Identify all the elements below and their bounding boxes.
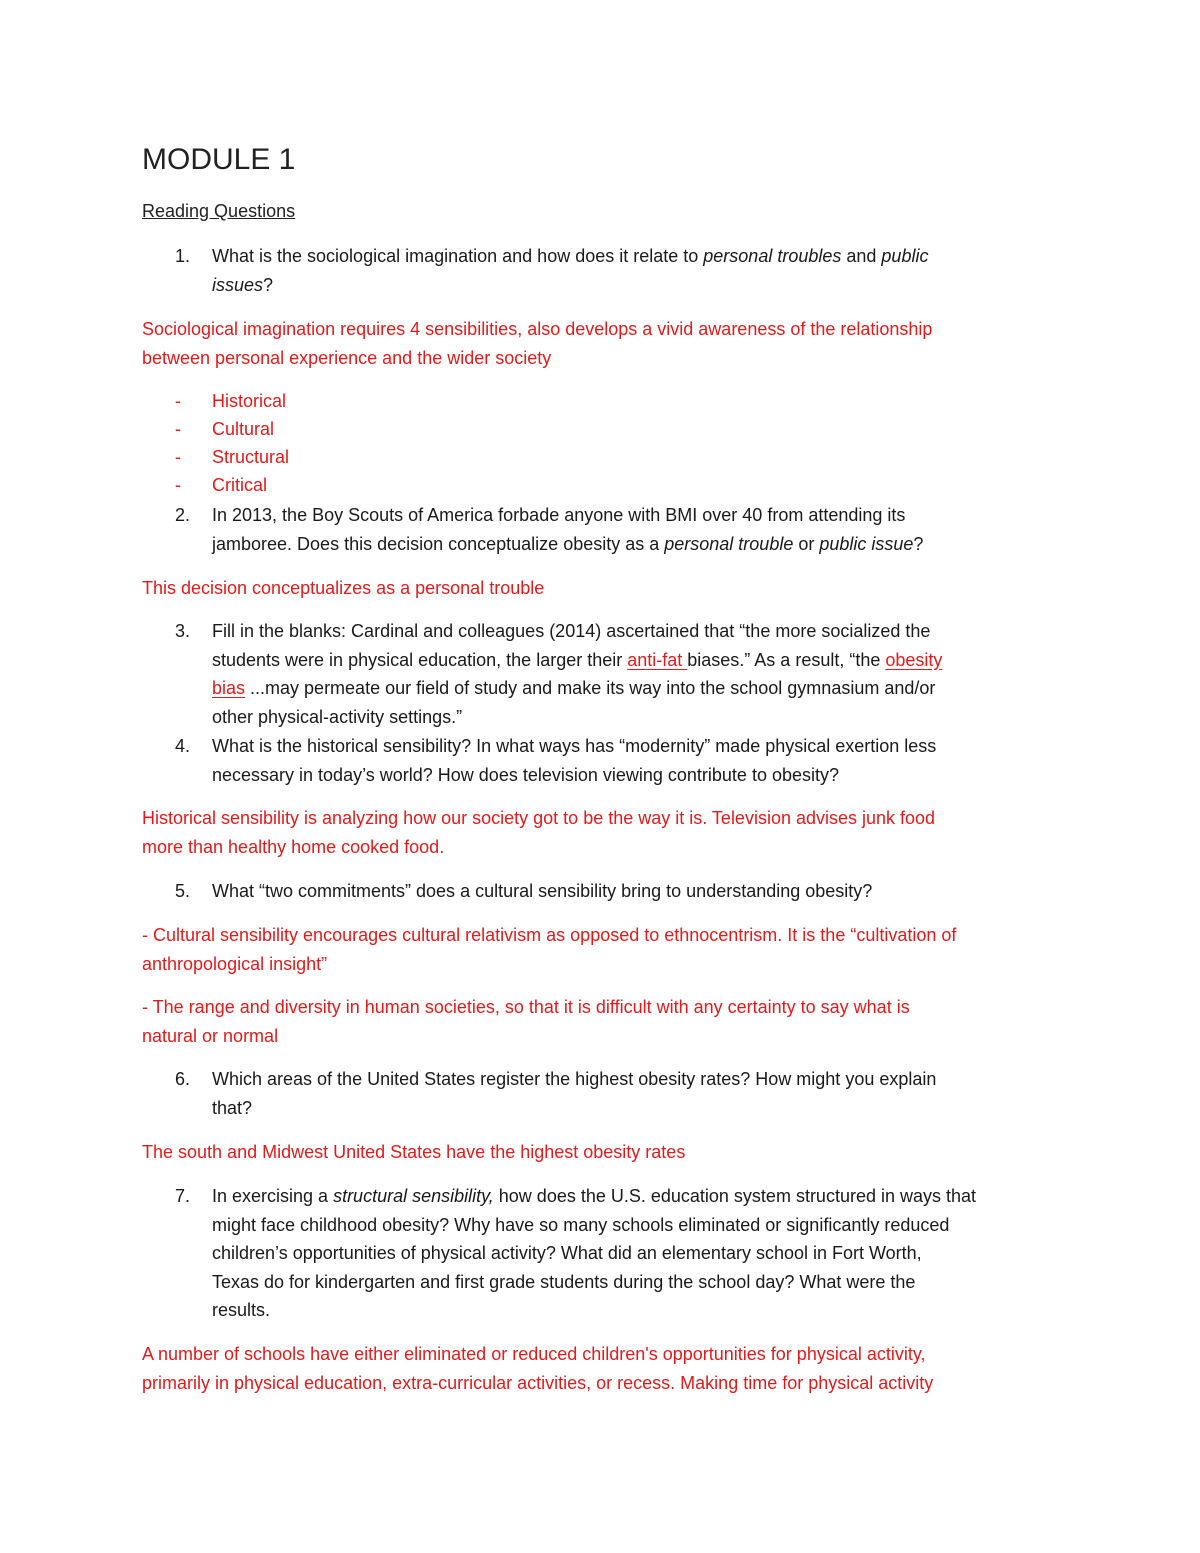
answer-line: Sociological imagination requires 4 sensibilities, also develops a vivid awareness of the relationship bbox=[142, 319, 933, 339]
question-1 bbox=[175, 242, 1072, 299]
question-emphasis: personal trouble bbox=[664, 533, 794, 554]
list-item-historical: Historical bbox=[212, 391, 287, 411]
question-text: In exercising a bbox=[212, 1186, 334, 1206]
question-line: necessary in today’s world? How does television viewing contribute to obesity? bbox=[212, 764, 840, 785]
answer-5b bbox=[142, 993, 1062, 1050]
question-number: 6. bbox=[175, 1069, 191, 1089]
question-line: results. bbox=[212, 1300, 271, 1320]
question-line: What “two commitments” does a cultural sensibility bring to understanding obesity? bbox=[212, 881, 873, 901]
question-line: What is the historical sensibility? In what ways has “modernity” made physical exertion less bbox=[212, 736, 937, 756]
question-text: biases.” As a result, “the bbox=[687, 649, 886, 670]
question-emphasis: issues bbox=[212, 274, 264, 295]
answer-7 bbox=[142, 1340, 1062, 1397]
question-3 bbox=[175, 617, 1072, 731]
list-item-cultural: Cultural bbox=[212, 419, 275, 439]
answer-line: - Cultural sensibility encourages cultural relativism as opposed to ethnocentrism. It is the “cultivation of bbox=[142, 925, 957, 945]
question-7 bbox=[175, 1182, 1072, 1325]
question-2 bbox=[175, 501, 1072, 558]
question-line: that? bbox=[212, 1097, 253, 1118]
question-text: ? bbox=[913, 533, 924, 554]
question-line: Fill in the blanks: Cardinal and colleagues (2014) ascertained that “the more socialized the bbox=[212, 621, 931, 641]
answer-6: The south and Midwest United States have the highest obesity rates bbox=[142, 1142, 686, 1162]
question-number: 2. bbox=[175, 505, 191, 525]
answer-line: primarily in physical education, extra-curricular activities, or recess. Making time for physical activity bbox=[142, 1372, 934, 1393]
answer-line: more than healthy home cooked food. bbox=[142, 836, 445, 857]
question-emphasis: public bbox=[881, 246, 929, 266]
list-item-structural: Structural bbox=[212, 447, 290, 467]
page-title: MODULE 1 bbox=[142, 143, 296, 176]
question-text: ...may permeate our field of study and make its way into the school gymnasium and/or bbox=[245, 678, 936, 698]
answer-4 bbox=[142, 804, 1062, 861]
question-4 bbox=[175, 732, 1072, 789]
question-text: how does the U.S. education system structured in ways that bbox=[493, 1186, 977, 1206]
question-line: Which areas of the United States register the highest obesity rates? How might you explain bbox=[212, 1069, 937, 1089]
question-text: What is the sociological imagination and how does it relate to bbox=[212, 246, 704, 266]
question-number: 3. bbox=[175, 621, 191, 641]
question-text: ? bbox=[263, 274, 274, 295]
question-line: might face childhood obesity? Why have so many schools eliminated or significantly reduced bbox=[212, 1214, 950, 1235]
list-item-critical: Critical bbox=[212, 475, 268, 495]
question-text: students were in physical education, the larger their bbox=[212, 649, 628, 670]
section-heading: Reading Questions bbox=[142, 201, 296, 221]
question-emphasis: structural sensibility, bbox=[333, 1186, 494, 1206]
question-5 bbox=[175, 877, 1072, 906]
fill-in-blank-answer: bias bbox=[212, 678, 246, 698]
list-bullet: - bbox=[175, 475, 181, 495]
answer-line: Historical sensibility is analyzing how our society got to be the way it is. Television advises junk food bbox=[142, 808, 936, 828]
question-number: 7. bbox=[175, 1186, 191, 1206]
list-bullet: - bbox=[175, 419, 181, 439]
answer-line: between personal experience and the wider society bbox=[142, 347, 552, 368]
question-text: or bbox=[793, 533, 820, 554]
answer-1 bbox=[142, 315, 1062, 372]
list-bullet: - bbox=[175, 391, 181, 411]
question-number: 5. bbox=[175, 881, 191, 901]
question-number: 1. bbox=[175, 246, 191, 266]
answer-line: A number of schools have either eliminated or reduced children's opportunities for physical activity, bbox=[142, 1344, 926, 1364]
question-number: 4. bbox=[175, 736, 191, 756]
answer-5a bbox=[142, 921, 1062, 978]
question-line: other physical-activity settings.” bbox=[212, 706, 463, 727]
question-line: Texas do for kindergarten and first grade students during the school day? What were the bbox=[212, 1271, 916, 1292]
answer-2: This decision conceptualizes as a personal trouble bbox=[142, 578, 545, 598]
answer-line: anthropological insight” bbox=[142, 953, 328, 974]
answer-line: - The range and diversity in human societies, so that it is difficult with any certainty to say what is bbox=[142, 997, 910, 1017]
list-bullet: - bbox=[175, 447, 181, 467]
question-emphasis: public issue bbox=[819, 533, 914, 554]
question-emphasis: personal troubles bbox=[703, 246, 842, 266]
question-text: jamboree. Does this decision conceptualize obesity as a bbox=[212, 533, 665, 554]
question-text: and bbox=[841, 246, 882, 266]
question-line: In 2013, the Boy Scouts of America forbade anyone with BMI over 40 from attending its bbox=[212, 505, 906, 525]
fill-in-blank-answer: obesity bbox=[885, 649, 943, 670]
answer-line: natural or normal bbox=[142, 1025, 279, 1046]
fill-in-blank-answer: anti-fat bbox=[627, 649, 688, 670]
question-line: children’s opportunities of physical activity? What did an elementary school in Fort Worth, bbox=[212, 1243, 922, 1263]
question-6 bbox=[175, 1065, 1072, 1122]
